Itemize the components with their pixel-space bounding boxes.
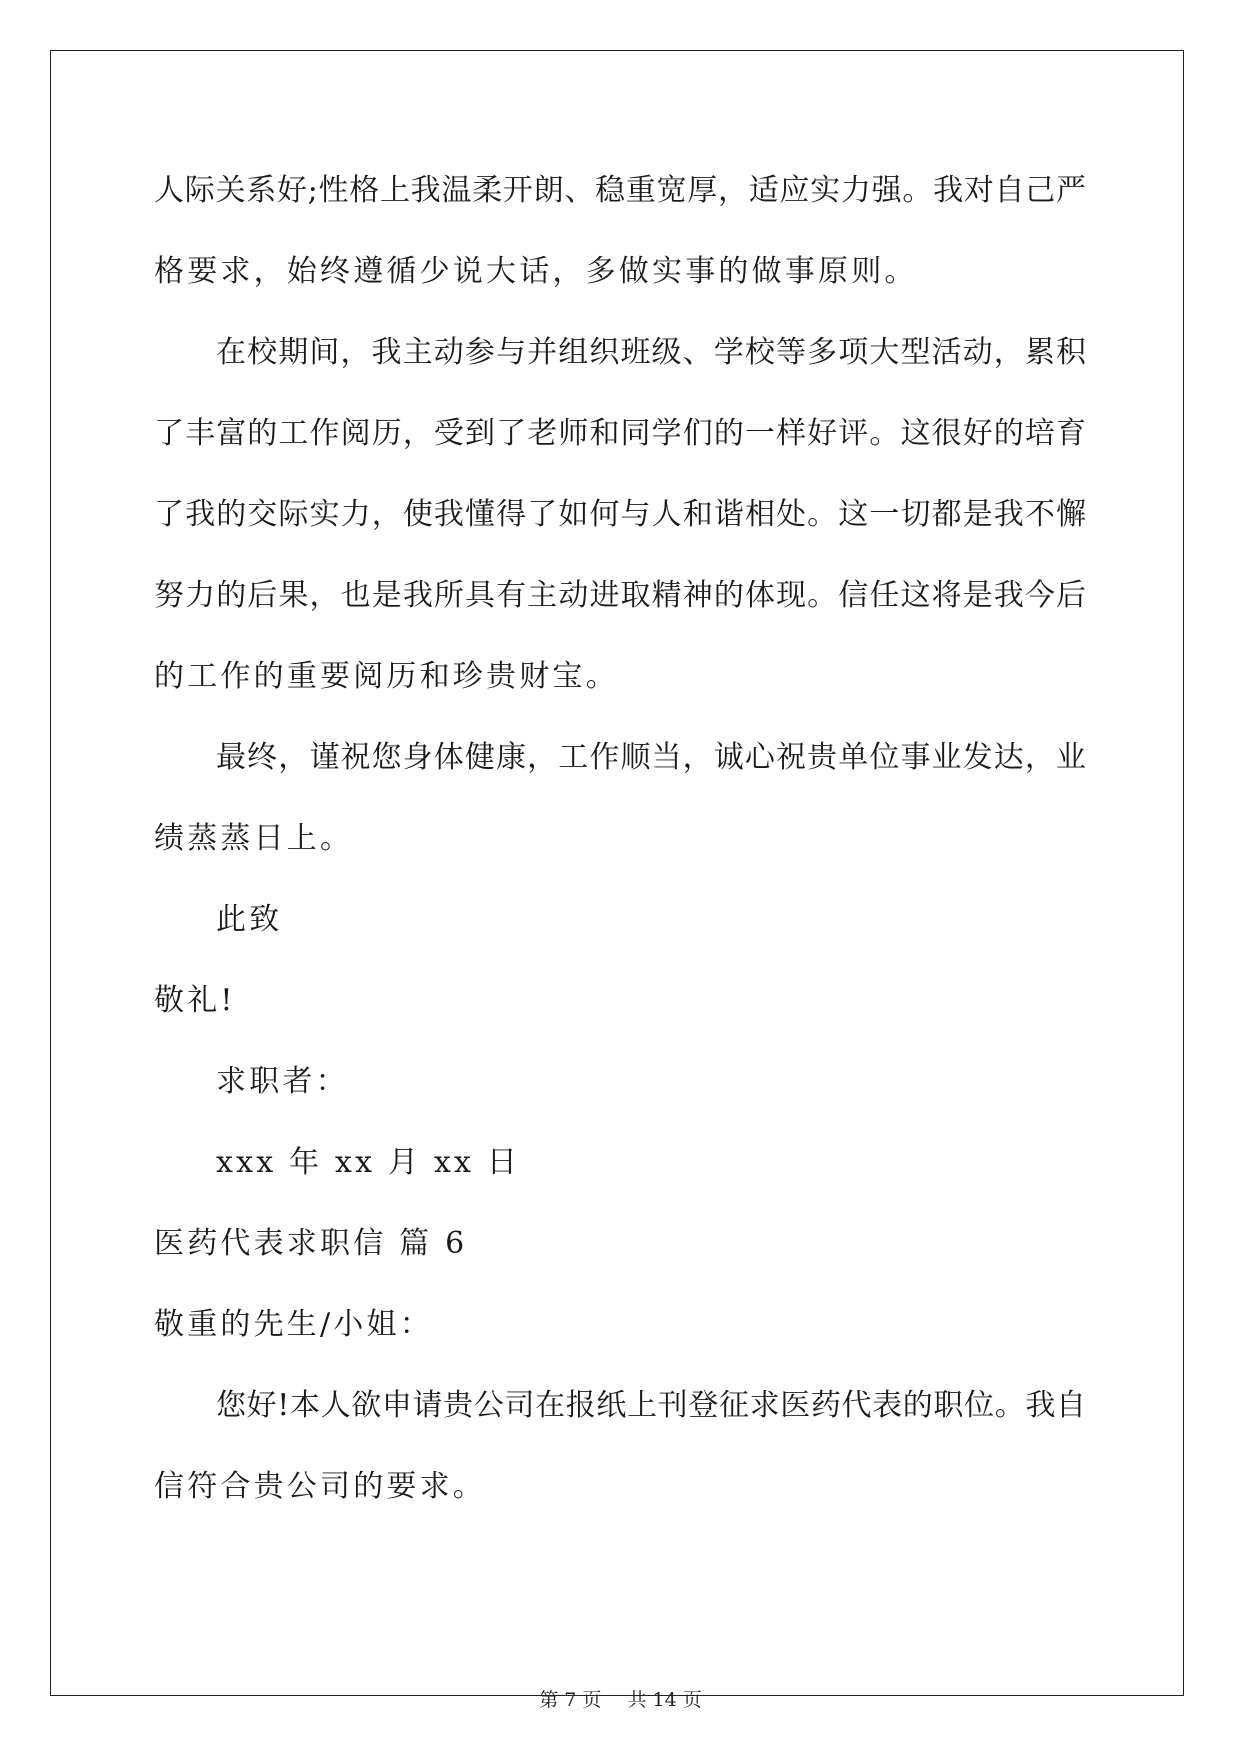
text-line: 信符合贵公司的要求。 [154,1469,486,1504]
text-line: 了丰富的工作阅历，受到了老师和同学们的一样好评。这很好的培育 [154,416,1086,451]
document-body [154,150,1086,1527]
text-line: 的工作的重要阅历和珍贵财宝。 [154,659,619,694]
text-line: 您好!本人欲申请贵公司在报纸上刊登征求医药代表的职位。我自 [216,1388,1086,1423]
section-heading: 医药代表求职信 篇 6 [154,1226,468,1261]
text-line: 在校期间，我主动参与并组织班级、学校等多项大型活动，累积 [216,335,1086,370]
text-line: 绩蒸蒸日上。 [154,821,354,856]
page-number-total: 共 14 页 [627,1689,702,1711]
signature-label: 求职者： [216,1064,349,1099]
salutation-closing: 此致 [216,902,283,937]
page-footer [0,1685,1241,1712]
text-line: 人际关系好;性格上我温柔开朗、稳重宽厚，适应实力强。我对自己严 [154,173,1086,208]
text-line: 了我的交际实力，使我懂得了如何与人和谐相处。这一切都是我不懈 [154,497,1086,532]
page-number-current: 第 7 页 [539,1689,602,1711]
text-line: 最终，谨祝您身体健康，工作顺当，诚心祝贵单位事业发达，业 [216,740,1086,775]
greeting: 敬重的先生/小姐： [154,1307,433,1342]
salutation-regards: 敬礼! [154,983,236,1018]
text-line: 努力的后果，也是我所具有主动进取精神的体现。信任这将是我今后 [154,578,1086,613]
text-line: 格要求，始终遵循少说大话，多做实事的做事原则。 [154,254,918,289]
date-line: xxx 年 xx 月 xx 日 [216,1145,521,1180]
